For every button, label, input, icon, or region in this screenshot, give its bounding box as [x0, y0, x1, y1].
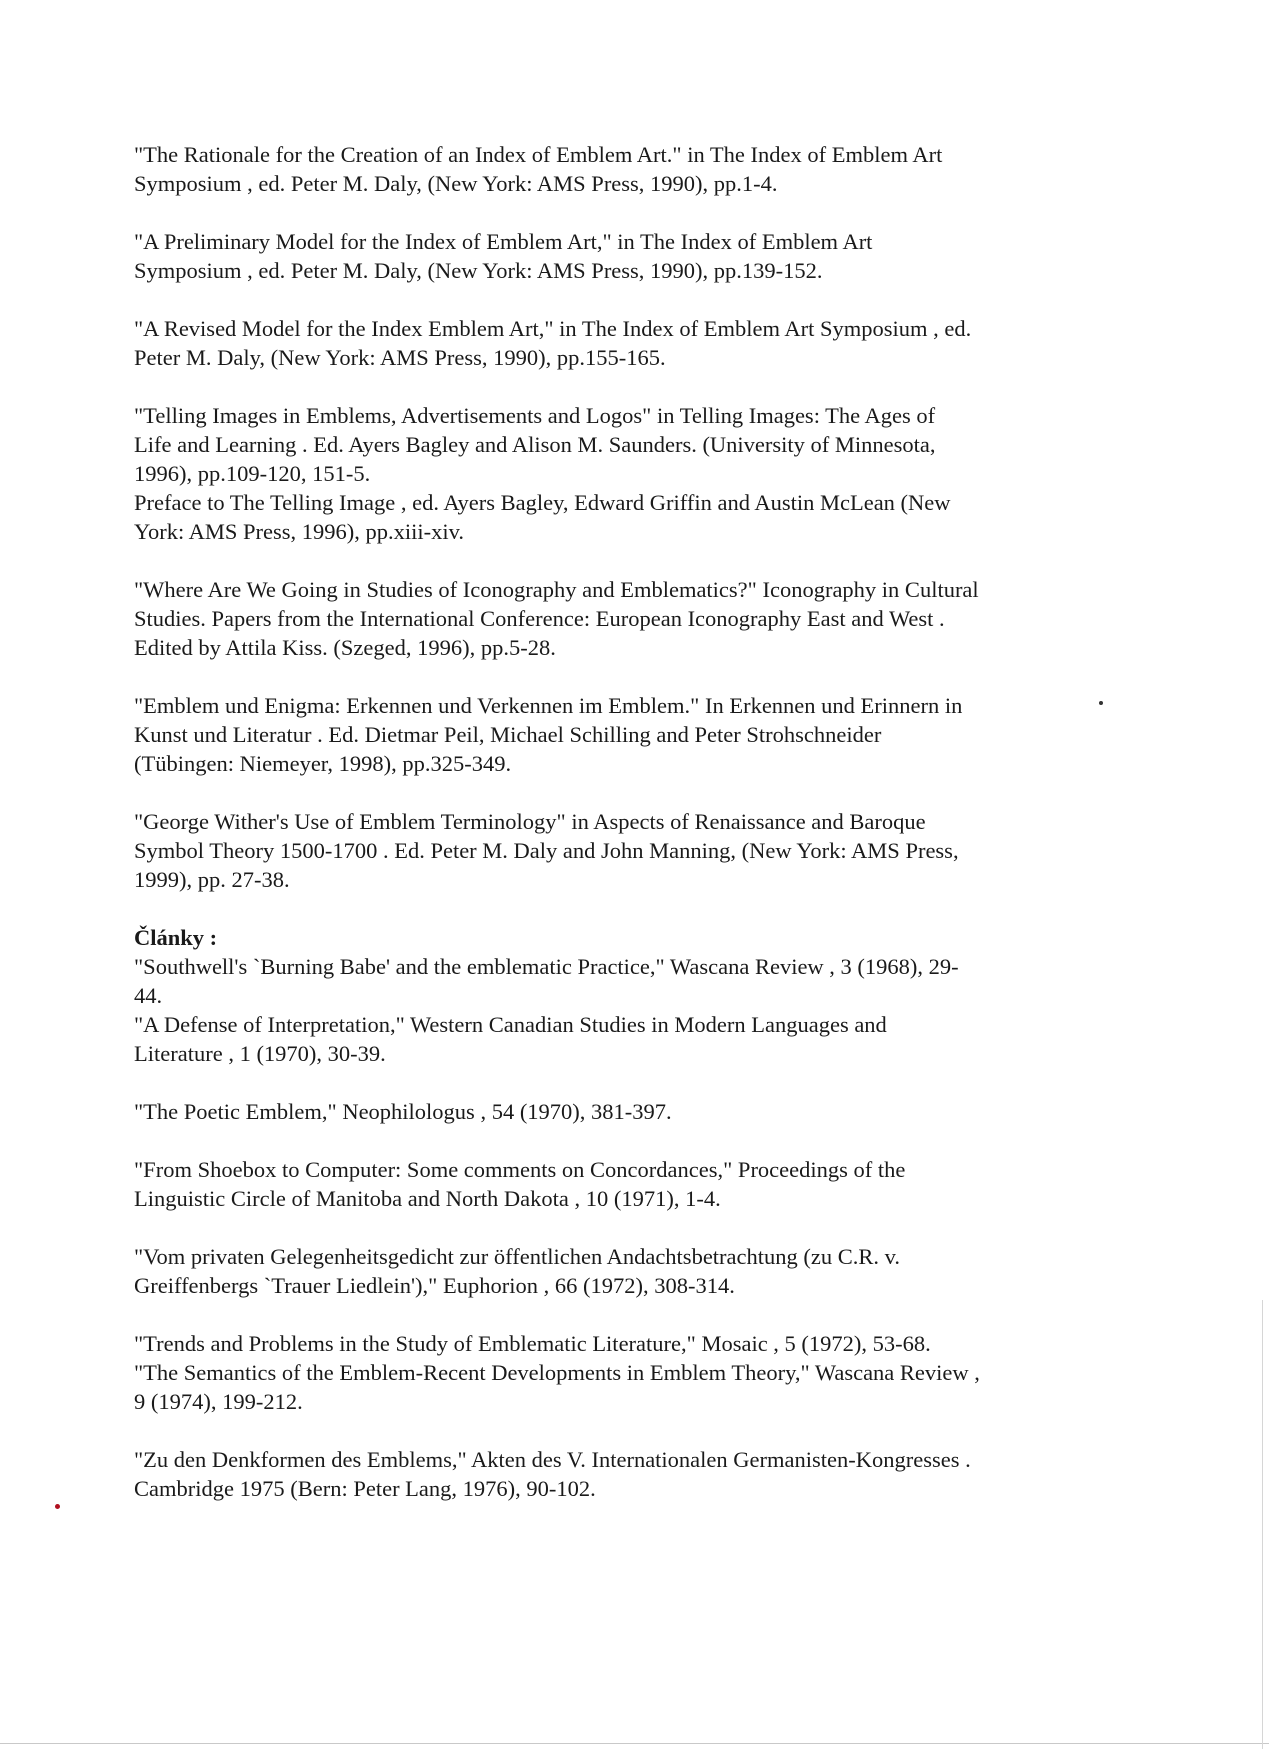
bibliography-entry: "Telling Images in Emblems, Advertisements and Logos" in Telling Images: The Ages of Life and Learning . Ed. Ayers Bagley and Alison M. Saunders. (University of Minnesota, 1996), pp.109-120, 151-5. Preface to The Telling Image , ed. Ayers Bagley, Edward Griffin and Austin McLean (New York: AMS Press, 1996), pp.xiii-xiv.	[134, 403, 951, 544]
article-entry: "Trends and Problems in the Study of Emblematic Literature," Mosaic , 5 (1972), 53-68. "The Semantics of the Emblem-Recent Developments in Emblem Theory," Wascana Review , 9 (1974), 199-212.	[134, 1331, 980, 1414]
article-entry: "Zu den Denkformen des Emblems," Akten des V. Internationalen Germanisten-Kongresses . Cambridge 1975 (Bern: Peter Lang, 1976), 90-102.	[134, 1447, 971, 1501]
bibliography-entry: "The Rationale for the Creation of an Index of Emblem Art." in The Index of Emblem Art Symposium , ed. Peter M. Daly, (New York: AMS Press, 1990), pp.1-4.	[134, 142, 943, 196]
scan-bottom-edge	[0, 1743, 1269, 1744]
bibliography-entry: "Where Are We Going in Studies of Iconography and Emblematics?" Iconography in Cultural Studies. Papers from the International Conference: European Iconography East and West . Edited by Attila Kiss. (Szeged, 1996), pp.5-28.	[134, 577, 979, 660]
bibliography-text	[134, 140, 1134, 1503]
article-entry: "The Poetic Emblem," Neophilologus , 54 (1970), 381-397.	[134, 1099, 672, 1124]
scan-right-edge	[1262, 1300, 1263, 1749]
bibliography-entry: "A Preliminary Model for the Index of Emblem Art," in The Index of Emblem Art Symposium , ed. Peter M. Daly, (New York: AMS Press, 1990), pp.139-152.	[134, 229, 873, 283]
bibliography-entry: "George Wither's Use of Emblem Terminology" in Aspects of Renaissance and Baroque Symbol Theory 1500-1700 . Ed. Peter M. Daly and John Manning, (New York: AMS Press, 1999), pp. 27-38.	[134, 809, 959, 892]
article-entry: "From Shoebox to Computer: Some comments on Concordances," Proceedings of the Linguistic Circle of Manitoba and North Dakota , 10 (1971), 1-4.	[134, 1157, 906, 1211]
section-heading: Články :	[134, 925, 218, 950]
bibliography-entry: "A Revised Model for the Index Emblem Art," in The Index of Emblem Art Symposium , ed. Peter M. Daly, (New York: AMS Press, 1990), pp.155-165.	[134, 316, 972, 370]
margin-dot-mark	[1099, 701, 1103, 705]
red-dot-mark	[55, 1504, 60, 1509]
article-entry: "Southwell's `Burning Babe' and the emblematic Practice," Wascana Review , 3 (1968), 29- 44. "A Defense of Interpretation," Western Canadian Studies in Modern Languages and Literature , 1 (1970), 30-39.	[134, 954, 959, 1066]
bibliography-entry: "Emblem und Enigma: Erkennen und Verkennen im Emblem." In Erkennen und Erinnern in Kunst und Literatur . Ed. Dietmar Peil, Michael Schilling and Peter Strohschneider (Tübingen: Niemeyer, 1998), pp.325-349.	[134, 693, 963, 776]
article-entry: "Vom privaten Gelegenheitsgedicht zur öffentlichen Andachtsbetrachtung (zu C.R. v. Greiffenbergs `Trauer Liedlein')," Euphorion , 66 (1972), 308-314.	[134, 1244, 901, 1298]
